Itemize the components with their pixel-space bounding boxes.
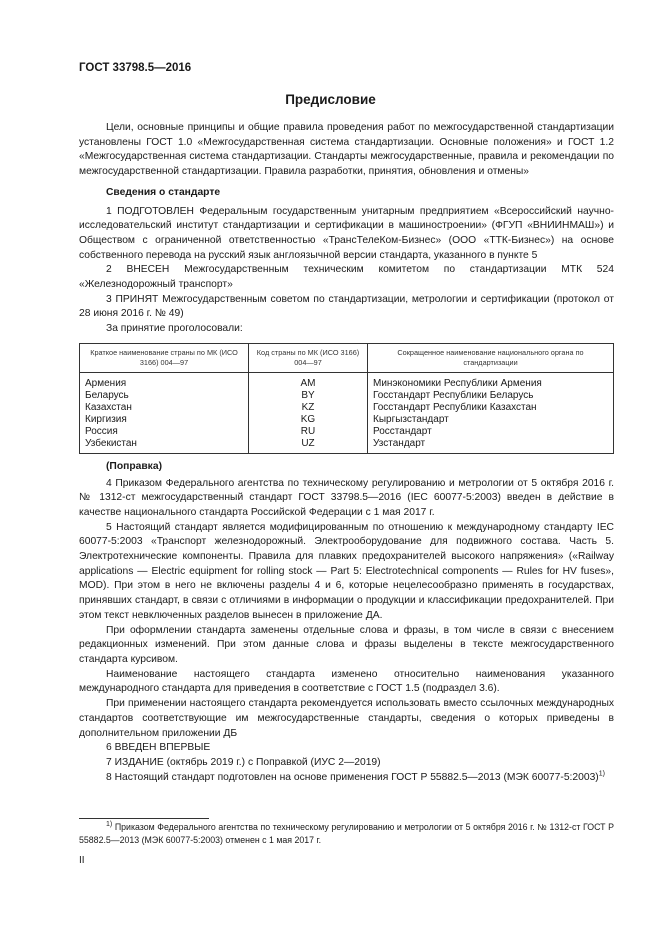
document-code: ГОСТ 33798.5—2016: [79, 62, 192, 74]
paragraph-references: При применении настоящего стандарта рекомендуется использовать вместо ссылочных международных стандартов соответствующие им межгосударственные стандарты, сведения о которых приведены в дополнительном приложении ДБ: [79, 698, 614, 739]
country-cell: Казахстан: [80, 402, 249, 414]
country-cell: Армения: [80, 372, 249, 390]
code-cell: KG: [249, 414, 368, 426]
page-number: II: [79, 855, 85, 866]
body-cell: Узстандарт: [368, 438, 614, 454]
page-title: Предисловие: [285, 92, 376, 107]
code-cell: AM: [249, 372, 368, 390]
item-8-text: 8 Настоящий стандарт подготовлен на основе применения ГОСТ Р 55882.5—2013 (МЭК 60077-5:2003): [106, 771, 599, 783]
info-item-1: 1 ПОДГОТОВЛЕН Федеральным государственным унитарным предприятием «Всероссийский научно-исследовательский институт стандартизации и сертификации в машиностроении» (ФГУП «ВНИИНМАШ») и Обществом с ограниченной ответственностью «ТрансТелеКом-Бизнес» (ООО «ТТК-Бизнес») на основе собственного перевода на русский язык англоязычной версии стандарта, указанного в пункте 5: [79, 205, 614, 261]
body-cell: Росстандарт: [368, 426, 614, 438]
paragraph-item-5: 5 Настоящий стандарт является модифицированным по отношению к международному стандарту IEC 60077-5:2003 «Транспорт железнодорожный. Электрооборудование для подвижного состава. Часть 5. Электротехнические компоненты. Правила для плавких предохранителей высокого напряжения» («Railway applications — Electric equipment for rolling stock — Part 5: Electrotechnical components — Rules for HV fuses», MOD). При этом в него не включены разделы 4 и 6, которые нецелесообразно применять в государствах, принявших стандарт, в связи с отличиями в информации о продукции и классификации предохранителей. При этом текст невключенных разделов вынесен в приложение ДА.: [79, 521, 614, 621]
table-row: [80, 438, 614, 454]
code-cell: BY: [249, 390, 368, 402]
page-content: [79, 121, 614, 785]
table-row: [80, 402, 614, 414]
code-cell: UZ: [249, 438, 368, 454]
paragraph-item-4: 4 Приказом Федерального агентства по техническому регулированию и метрологии от 5 октября 2016 г. № 1312-ст межгосударственный стандарт ГОСТ 33798.5—2016 (IEC 60077-5:2003) введен в действие в качестве национального стандарта Российской Федерации с 1 мая 2017 г.: [79, 477, 614, 518]
voting-table: [79, 343, 614, 454]
code-cell: RU: [249, 426, 368, 438]
table-header-row: [80, 343, 614, 372]
footnote-divider: [79, 818, 209, 819]
table-row: [80, 390, 614, 402]
paragraph-item-7: 7 ИЗДАНИЕ (октябрь 2019 г.) с Поправкой (ИУС 2—2019): [106, 756, 381, 768]
table-row: [80, 414, 614, 426]
table-row: [80, 372, 614, 390]
correction-heading: (Поправка): [106, 460, 162, 472]
country-cell: Беларусь: [80, 390, 249, 402]
footnote-text: Приказом Федерального агентства по техническому регулированию и метрологии от 5 октября 2016 г. № 1312-ст ГОСТ Р 55882.5—2013 (МЭК 60077-5:2003) отменен с 1 мая 2017 г.: [79, 822, 614, 845]
info-item-3: 3 ПРИНЯТ Межгосударственным советом по стандартизации, метрологии и сертификации (протокол от 28 июня 2016 г. № 49): [79, 293, 614, 320]
paragraph-replacements: При оформлении стандарта заменены отдельные слова и фразы, в том числе в связи с внесением редакционных изменений. При этом данные слова и фразы выделены в тексте межгосударственного стандарта курсивом.: [79, 624, 614, 665]
footnote-marker: 1): [106, 821, 113, 829]
table-row: [80, 426, 614, 438]
paragraph-item-8: [79, 771, 614, 786]
footnote: [79, 821, 614, 847]
vote-intro: За принятие проголосовали:: [106, 323, 243, 335]
info-item-2: 2 ВНЕСЕН Межгосударственным техническим комитетом по стандартизации МТК 524 «Железнодорожный транспорт»: [79, 264, 614, 291]
body-cell: Госстандарт Республики Казахстан: [368, 402, 614, 414]
column-header-code: Код страны по МК (ИСО 3166) 004—97: [249, 343, 368, 372]
body-cell: Кыргызстандарт: [368, 414, 614, 426]
country-cell: Россия: [80, 426, 249, 438]
paragraph-item-6: 6 ВВЕДЕН ВПЕРВЫЕ: [106, 742, 211, 754]
column-header-body: Сокращенное наименование национального органа по стандартизации: [368, 343, 614, 372]
country-cell: Узбекистан: [80, 438, 249, 454]
code-cell: KZ: [249, 402, 368, 414]
country-cell: Киргизия: [80, 414, 249, 426]
body-cell: Госстандарт Республики Беларусь: [368, 390, 614, 402]
column-header-country: Краткое наименование страны по МК (ИСО 3166) 004—97: [80, 343, 249, 372]
paragraph-title-change: Наименование настоящего стандарта изменено относительно наименования указанного международного стандарта для приведения в соответствие с ГОСТ 1.5 (подраздел 3.6).: [79, 668, 614, 695]
section-heading: Сведения о стандарте: [106, 186, 221, 198]
intro-paragraph: Цели, основные принципы и общие правила проведения работ по межгосударственной стандартизации установлены ГОСТ 1.0 «Межгосударственная система стандартизации. Основные положения» и ГОСТ 1.2 «Межгосударственная система стандартизации. Стандарты межгосударственные, правила и рекомендации по межгосударственной стандартизации. Правила разработки, принятия, обновления и отмены»: [79, 122, 614, 178]
footnote-ref: 1): [598, 770, 605, 778]
body-cell: Минэкономики Республики Армения: [368, 372, 614, 390]
